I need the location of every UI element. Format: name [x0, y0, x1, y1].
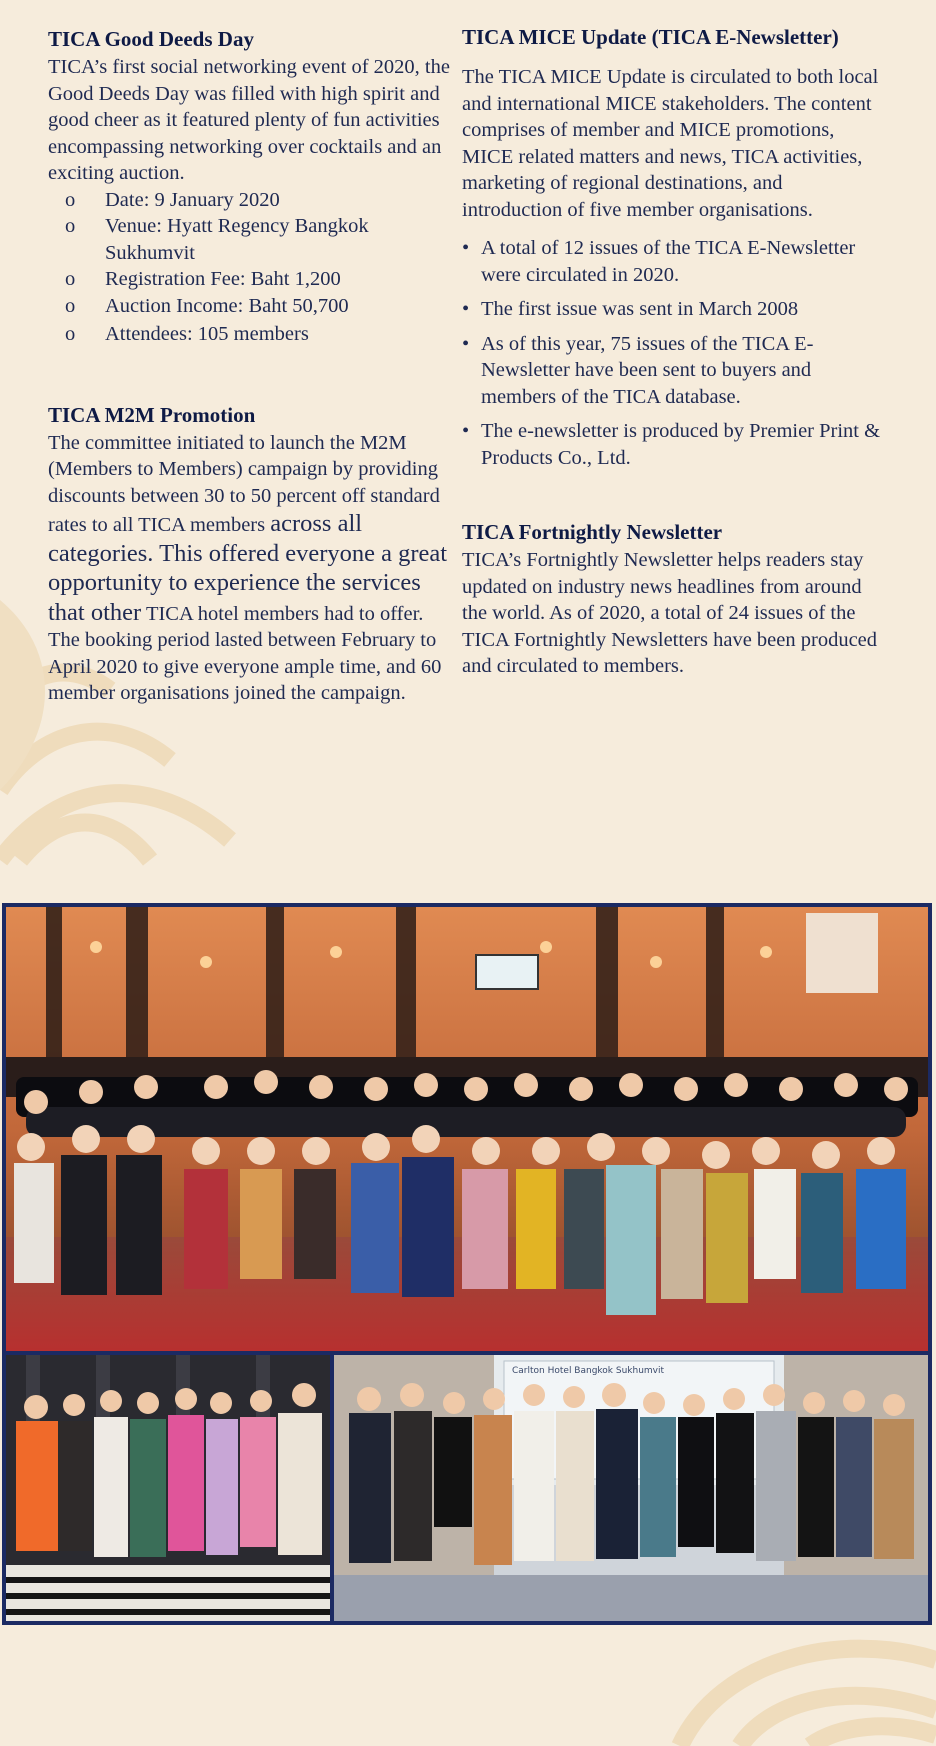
detail-item: o Attendees: 105 members — [48, 321, 454, 348]
mice-update-bullets — [462, 235, 882, 471]
left-column — [48, 26, 454, 707]
fortnightly-body: TICA’s Fortnightly Newsletter helps readers stay updated on industry news headlines from around the world. As of 2020, a total of 24 issues of the TICA Fortnightly Newsletters have been produced and circulated to members. — [462, 549, 878, 677]
mice-update-title: TICA MICE Update (TICA E-Newsletter) — [462, 25, 839, 49]
group-photo-ballroom — [6, 907, 928, 1351]
good-deeds-details — [48, 187, 454, 348]
fortnightly-section — [462, 519, 882, 680]
m2m-section — [48, 402, 454, 707]
fortnightly-title: TICA Fortnightly Newsletter — [462, 520, 723, 544]
bullet-item: • The first issue was sent in March 2008 — [462, 296, 882, 323]
mice-update-body: The TICA MICE Update is circulated to both local and international MICE stakeholders. The content comprises of member and MICE promotions, MICE related matters and news, TICA activities, marketing of regional destinations, and introduction of five member organisations. — [462, 66, 879, 221]
bullet-item: • The e-newsletter is produced by Premier Print & Products Co., Ltd. — [462, 418, 882, 471]
good-deeds-title: TICA Good Deeds Day — [48, 27, 254, 51]
group-photo-carlton — [334, 1355, 928, 1621]
good-deeds-section — [48, 26, 454, 348]
right-column — [462, 24, 882, 680]
thai-ornament-right-icon — [660, 1620, 936, 1746]
good-deeds-body: TICA’s first social networking event of 2020, the Good Deeds Day was filled with high spirit and good cheer as it featured plenty of fun activities encompassing networking over cocktails and an exciting auction. — [48, 56, 450, 184]
m2m-body-b: across all categories. This offered everyone a great opportunity to experience the services that other — [48, 510, 448, 626]
photo-collage — [2, 903, 932, 1625]
carlton-screen-sign: Carlton Hotel Bangkok Sukhumvit — [512, 1366, 665, 1376]
m2m-title: TICA M2M Promotion — [48, 402, 256, 427]
m2m-body — [48, 430, 454, 707]
detail-item: o Auction Income: Baht 50,700 — [48, 293, 454, 320]
bullet-item: • As of this year, 75 issues of the TICA E-Newsletter have been sent to buyers and members of the TICA database. — [462, 331, 882, 411]
m2m-body-a: The committee initiated to launch the M2M (Members to Members) campaign by providing discounts between 30 to 50 percent off standard rates to all TICA members — [48, 431, 440, 536]
detail-item: o Venue: Hyatt Regency Bangkok Sukhumvit — [48, 213, 454, 266]
detail-item: o Registration Fee: Baht 1,200 — [48, 266, 454, 293]
mice-update-section — [462, 24, 882, 471]
detail-item: o Date: 9 January 2020 — [48, 187, 454, 214]
bullet-item: • A total of 12 issues of the TICA E-Newsletter were circulated in 2020. — [462, 235, 882, 288]
m2m-body-c: TICA hotel members had to offer. The booking period lasted between February to April 2020 to give everyone ample time, and 60 member organisations joined the campaign. — [48, 602, 442, 704]
group-photo-women — [6, 1355, 330, 1621]
